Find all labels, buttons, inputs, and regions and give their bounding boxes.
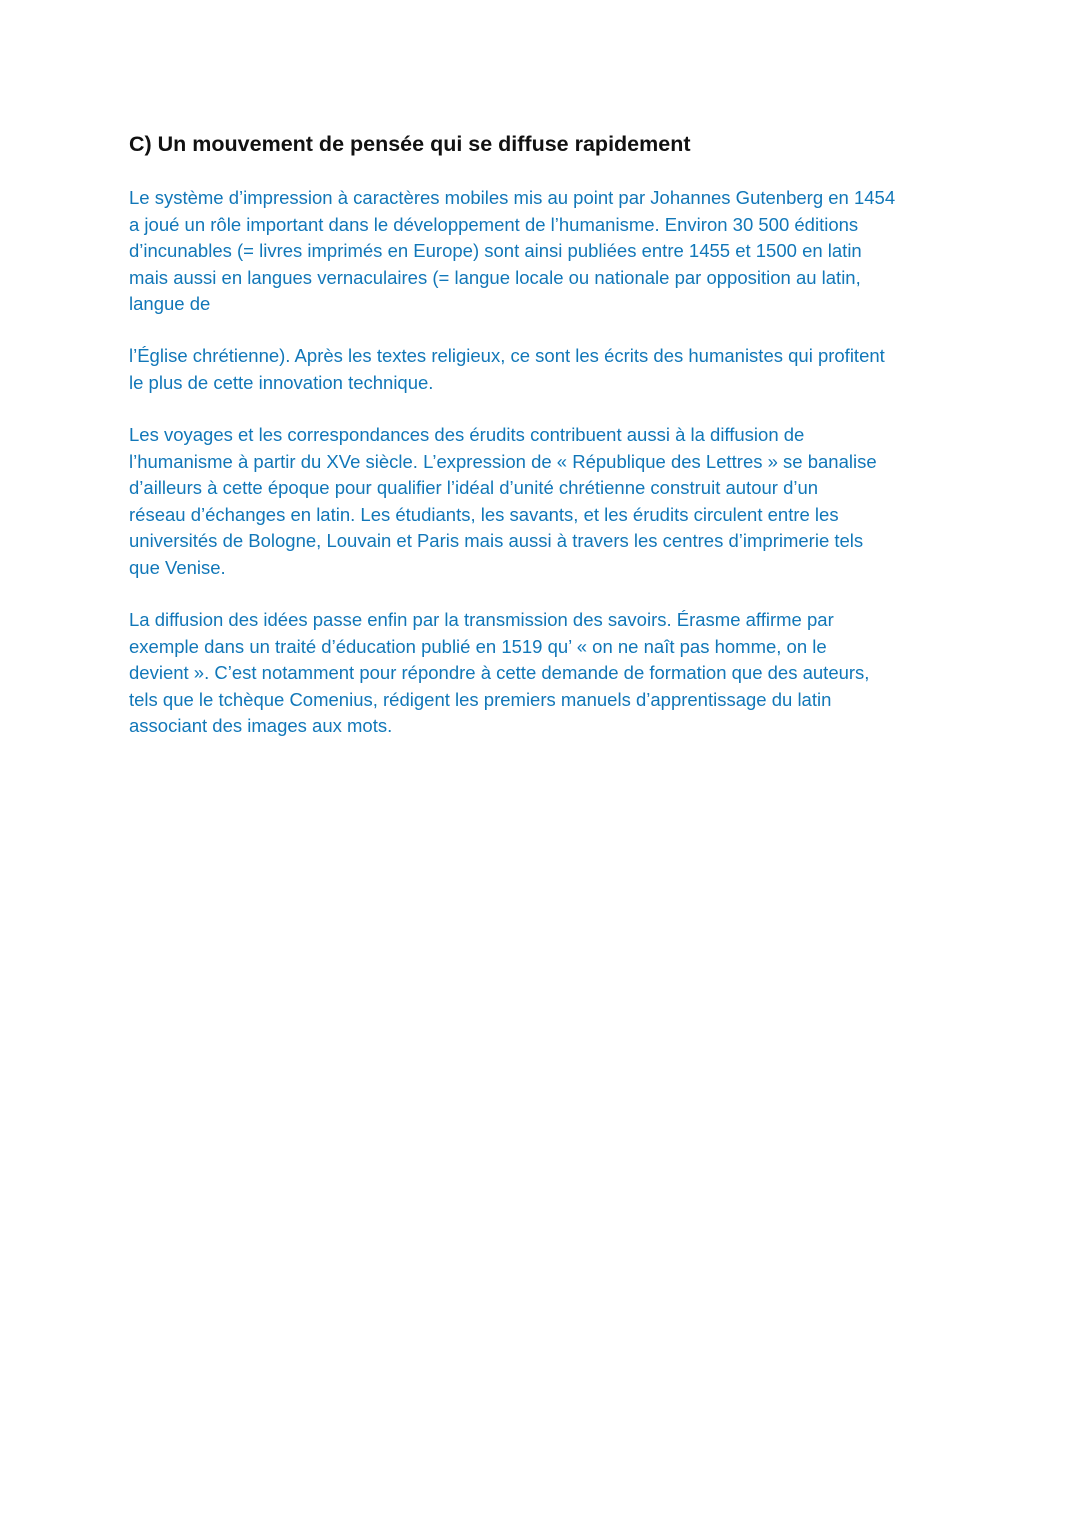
text-line: a joué un rôle important dans le développement de l’humanisme. Environ 30 500 éditions xyxy=(129,213,859,235)
text-line: Le système d’impression à caractères mobiles mis au point par Johannes Gutenberg en 1454 xyxy=(129,187,896,208)
paragraph-travels xyxy=(129,422,959,582)
paragraph-printing-continued xyxy=(129,343,959,396)
text-line: réseau d’échanges en latin. Les étudiants, les savants, et les érudits circulent entre les xyxy=(129,503,839,525)
section-heading: C) Un mouvement de pensée qui se diffuse rapidement xyxy=(129,132,691,156)
text-line: tels que le tchèque Comenius, rédigent les premiers manuels d’apprentissage du latin xyxy=(129,688,832,710)
text-line: langue de xyxy=(129,293,211,315)
text-line: universités de Bologne, Louvain et Paris mais aussi à travers les centres d’imprimerie tels xyxy=(129,530,864,552)
text-line: mais aussi en langues vernaculaires (= langue locale ou nationale par opposition au latin, xyxy=(129,266,861,288)
text-line: associant des images aux mots. xyxy=(129,715,393,737)
paragraph-education xyxy=(129,607,959,740)
text-line: d’ailleurs à cette époque pour qualifier l’idéal d’unité chrétienne construit autour d’un xyxy=(129,477,819,499)
text-line: exemple dans un traité d’éducation publié en 1519 qu’ « on ne naît pas homme, on le xyxy=(129,635,827,657)
text-line: devient ». C’est notamment pour répondre à cette demande de formation que des auteurs, xyxy=(129,662,870,684)
text-line: le plus de cette innovation technique. xyxy=(129,371,434,393)
text-line: l’Église chrétienne). Après les textes religieux, ce sont les écrits des humanistes qui profitent xyxy=(129,345,885,366)
text-line: La diffusion des idées passe enfin par la transmission des savoirs. Érasme affirme par xyxy=(129,609,834,630)
text-line: d’incunables (= livres imprimés en Europe) sont ainsi publiées entre 1455 et 1500 en latin xyxy=(129,240,862,262)
paragraph-printing xyxy=(129,185,959,318)
text-line: que Venise. xyxy=(129,556,226,578)
text-line: l’humanisme à partir du XVe siècle. L’expression de « République des Lettres » se banalise xyxy=(129,450,877,472)
text-line: Les voyages et les correspondances des érudits contribuent aussi à la diffusion de xyxy=(129,424,805,445)
